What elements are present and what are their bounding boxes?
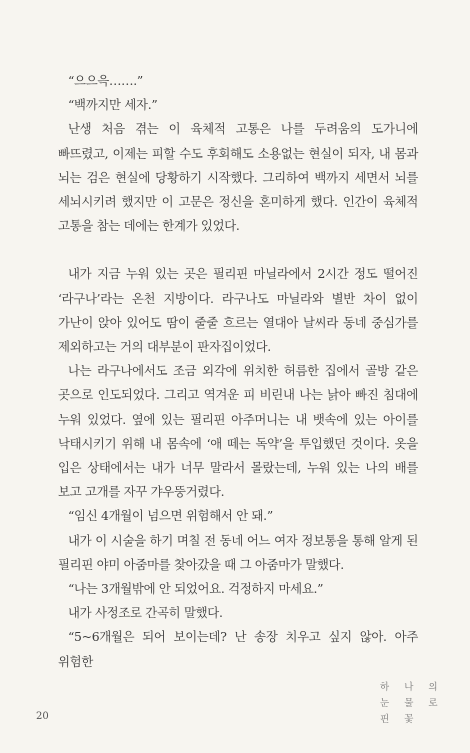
paragraph: 내가 지금 누워 있는 곳은 필리핀 마닐라에서 2시간 정도 떨어진 ‘라구나’라는 온천 지방이다. 라구나도 마닐라와 별반 차이 없이 가난이 앉아 있어도 땀이 줄줄 흐르는 열대아 날씨라 동네 중심가를 제외하고는 거의 대부분이 판자집이었다. <box>58 266 418 355</box>
page-number: 20 <box>36 711 49 722</box>
dialogue-line: “임신 4개월이 넘으면 위험해서 안 돼.” <box>68 508 273 524</box>
paragraph: 내가 사정조로 간곡히 말했다. <box>68 605 223 621</box>
paragraph: 내가 이 시술을 하기 며칠 전 동네 어느 여자 정보통을 통해 알게 된 필리핀 야미 아줌마를 찾아갔을 때 그 아줌마가 말했다. <box>58 532 418 572</box>
dialogue-line: “백까지만 세자.” <box>68 97 158 113</box>
body-text <box>58 69 418 674</box>
section-break <box>58 238 418 262</box>
running-head-line: 하 나 의 <box>380 682 444 693</box>
dialogue-line: “으으윽…….” <box>68 73 143 88</box>
dialogue-line: “나는 3개월밖에 안 되었어요. 걱정하지 마세요.” <box>68 581 324 597</box>
running-head-line: 핀 꽃 <box>380 714 420 725</box>
dialogue-line: “5~6개월은 되어 보이는데? 난 송장 치우고 싶지 않아. 아주 위험한 <box>58 629 418 669</box>
running-head <box>380 680 444 728</box>
paragraph: 나는 라구나에서도 조금 외각에 위치한 허름한 집에서 골방 같은 곳으로 인도되었다. 그리고 역겨운 피 비린내 나는 낡아 빠진 침대에 누워 있었다. 옆에 있는 필리핀 아주머니는 내 뱃속에 있는 아이를 낙태시키기 위해 내 몸속에 ‘애 떼는 독약’을 투입했던 것이다. 옷을 입은 상태에서는 내가 너무 말라서 몰랐는데, 누워 있는 나의 배를 보고 고개를 자꾸 갸우뚱거렸다. <box>58 363 418 500</box>
running-head-line: 눈 물 로 <box>380 698 444 709</box>
paragraph: 난생 처음 겪는 이 육체적 고통은 나를 두려움의 도가니에 빠뜨렸고, 이제는 피할 수도 후회해도 소용없는 현실이 되자, 내 몸과 뇌는 검은 현실에 당황하기 시작했다. 그리하여 백까지 세면서 뇌를 세뇌시키려 했지만 이 고문은 정신을 혼미하게 했다. 인간이 육체적 고통을 참는 데에는 한계가 있었다. <box>58 121 418 234</box>
